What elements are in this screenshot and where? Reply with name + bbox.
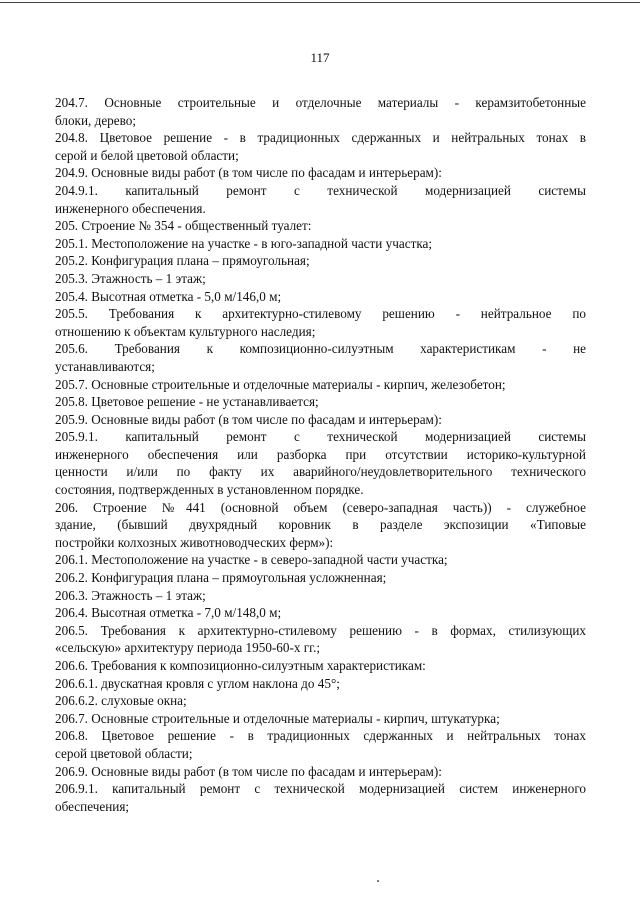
page-number: 117 <box>310 50 330 65</box>
scan-mark <box>377 880 379 882</box>
text-line: серой и белой цветовой области; <box>55 147 239 163</box>
text-line: 205.4. Высотная отметка - 5,0 м/146,0 м; <box>55 288 282 304</box>
text-line: инженерного обеспечения или разборка при отсутствии историко-культурной <box>55 446 586 462</box>
text-line: 206.7. Основные строительные и отделочные материалы - кирпич, штукатурка; <box>55 710 500 726</box>
text-line: серой цветовой области; <box>55 745 193 761</box>
text-line: 206.9.1. капитальный ремонт с технической модернизацией систем инженерного <box>55 781 586 797</box>
text-line: 206. Строение №441 (основной объем (северо-западная часть)) - служебное <box>55 499 586 515</box>
text-line: постройки колхозных животноводческих ферм»): <box>55 534 334 550</box>
text-line: 205.9. Основные виды работ (в том числе по фасадам и интерьерам): <box>55 411 442 427</box>
text-line: 204.9.1. капитальный ремонт с технической модернизацией системы <box>55 182 586 198</box>
text-line: состояния, подтвержденных в установленном порядке. <box>55 482 364 498</box>
text-line: 205.8. Цветовое решение - не устанавливается; <box>55 394 319 410</box>
text-line: 204.8. Цветовое решение - в традиционных сдержанных и нейтральных тонах в <box>55 130 586 146</box>
text-line: 206.9. Основные виды работ (в том числе по фасадам и интерьерам): <box>55 763 442 779</box>
top-rule <box>0 2 640 3</box>
text-line: инженерного обеспечения. <box>55 200 206 216</box>
text-line: 206.2. Конфигурация плана – прямоугольная усложненная; <box>55 570 387 586</box>
text-line: 205. Строение № 354 - общественный туалет: <box>55 218 312 234</box>
text-line: 205.6. Требования к композиционно-силуэтным характеристикам - не <box>55 341 586 357</box>
text-line: 206.4. Высотная отметка - 7,0 м/148,0 м; <box>55 605 282 621</box>
text-line: 205.7. Основные строительные и отделочные материалы - кирпич, железобетон; <box>55 376 506 392</box>
text-line: 206.5. Требования к архитектурно-стилевому решению - в формах, стилизующих <box>55 622 586 638</box>
text-line: 205.2. Конфигурация плана – прямоугольная; <box>55 253 310 269</box>
text-line: «сельскую» архитектуру периода 1950-60-х гг.; <box>55 640 321 656</box>
text-line: 205.1. Местоположение на участке - в юго-западной части участка; <box>55 235 433 251</box>
text-line: 205.9.1. капитальный ремонт с технической модернизацией системы <box>55 429 586 445</box>
text-line: 205.3. Этажность – 1 этаж; <box>55 270 206 286</box>
text-line: блоки, дерево; <box>55 112 137 128</box>
text-line: 204.9. Основные виды работ (в том числе по фасадам и интерьерам): <box>55 165 442 181</box>
text-line: 206.3. Этажность – 1 этаж; <box>55 587 206 603</box>
text-line: отношению к объектам культурного наследия; <box>55 323 316 339</box>
text-line: ценности и/или по факту их аварийного/неудовлетворительного технического <box>55 464 586 480</box>
text-line: здание, (бывший двухрядный коровник в разделе экспозиции «Типовые <box>55 517 586 533</box>
text-line: 204.7. Основные строительные и отделочные материалы - керамзитобетонные <box>55 95 586 110</box>
text-line: 206.1. Местоположение на участке - в северо-западной части участка; <box>55 552 448 568</box>
text-line: 205.5. Требования к архитектурно-стилевому решению - нейтральное по <box>55 306 586 322</box>
text-line: 206.6.2. слуховые окна; <box>55 693 187 709</box>
text-line: 206.6. Требования к композиционно-силуэтным характеристикам: <box>55 658 426 673</box>
text-line: устанавливаются; <box>55 358 155 374</box>
document-body <box>55 94 586 815</box>
text-line: обеспечения; <box>55 798 130 814</box>
text-line: 206.8. Цветовое решение - в традиционных сдержанных и нейтральных тонах <box>55 728 586 744</box>
text-line: 206.6.1. двускатная кровля с углом наклона до 45°; <box>55 675 340 691</box>
